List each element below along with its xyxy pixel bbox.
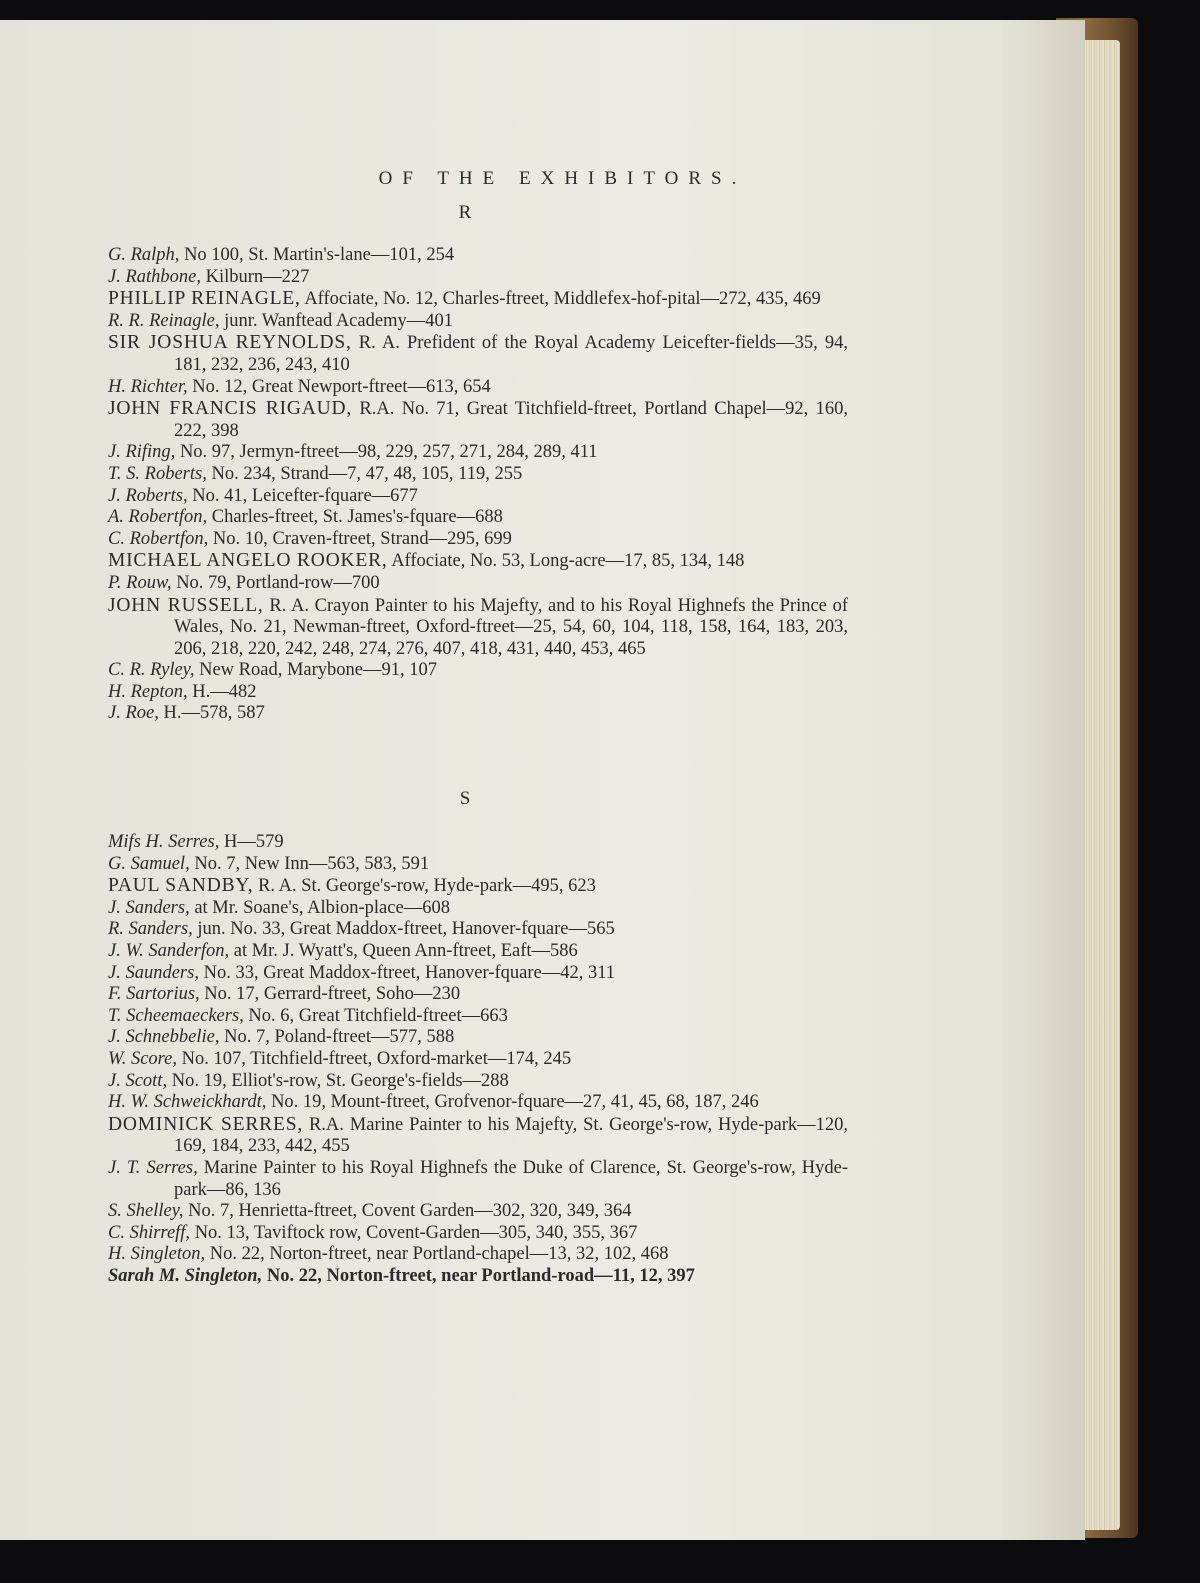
- exhibitor-entry: [108, 1244, 848, 1266]
- exhibitor-details: R. A. Crayon Painter to his Majefty, and to his Royal Highnefs the Prince of Wales, No. 21, Newman-ftreet, Oxford-ftreet—25, 54, 60, 104, 118, 158, 164, 183, 203, 206, 218, 220, 242, 248, 274, 276, 407, 418, 431, 440, 453, 465: [174, 595, 849, 659]
- exhibitor-details: Affociate, No. 53, Long-acre—17, 85, 134, 148: [391, 551, 745, 572]
- exhibitor-name: Mifs H. Serres,: [108, 832, 220, 852]
- exhibitor-entry: [108, 377, 848, 399]
- exhibitor-entry: [108, 919, 848, 941]
- exhibitor-name: G. Ralph,: [108, 245, 180, 265]
- exhibitor-name: J. Scott,: [108, 1070, 168, 1091]
- exhibitor-name: T. Scheemaeckers,: [108, 1005, 244, 1026]
- exhibitor-name-caps: PAUL SANDBY,: [108, 875, 254, 897]
- exhibitor-details: jun. No. 33, Great Maddox-ftreet, Hanover-fquare—565: [197, 919, 615, 940]
- exhibitor-details: junr. Wanftead Academy—401: [224, 310, 453, 331]
- running-head: OF THE EXHIBITORS.: [378, 168, 747, 189]
- exhibitor-entry: [108, 984, 848, 1006]
- exhibitor-details: No. 41, Leicefter-fquare—677: [192, 485, 418, 506]
- exhibitor-entry: [108, 1114, 848, 1158]
- exhibitor-details: No. 33, Great Maddox-ftreet, Hanover-fquare—42, 311: [203, 962, 616, 983]
- exhibitor-name: Sarah M. Singleton,: [108, 1265, 263, 1286]
- exhibitor-entry: [108, 398, 848, 442]
- section-letter-s: S: [459, 788, 471, 809]
- exhibitor-name: S. Shelley,: [108, 1201, 184, 1222]
- exhibitor-entry: [108, 507, 848, 529]
- exhibitor-entry: [108, 245, 848, 267]
- section-s-entries: [108, 832, 848, 1287]
- exhibitor-name: R. R. Reinagle,: [108, 310, 220, 331]
- exhibitor-details: Marine Painter to his Royal Highnefs the Duke of Clarence, St. George's-row, Hyde-park—86, 136: [174, 1157, 848, 1200]
- exhibitor-details: R.A. No. 71, Great Titchfield-ftreet, Portland Chapel—92, 160, 222, 398: [174, 399, 849, 441]
- exhibitor-details: R. A. Prefident of the Royal Academy Leicefter-fields—35, 94, 181, 232, 236, 243, 410: [174, 333, 848, 375]
- exhibitor-name: C. Shirreff,: [108, 1222, 191, 1243]
- exhibitor-name: J. Saunders,: [108, 962, 199, 983]
- exhibitor-entry: [108, 595, 848, 661]
- exhibitor-entry: [108, 573, 848, 595]
- exhibitor-entry: [108, 464, 848, 486]
- exhibitor-name: H. Richter,: [108, 376, 188, 397]
- exhibitor-details: No. 234, Strand—7, 47, 48, 105, 119, 255: [211, 463, 523, 484]
- exhibitor-name: C. Robertfon,: [108, 528, 209, 549]
- exhibitor-entry: [108, 898, 848, 920]
- exhibitor-name-caps: DOMINICK SERRES,: [108, 1113, 304, 1135]
- exhibitor-details: H.—482: [192, 681, 257, 702]
- exhibitor-details: No. 22, Norton-ftreet, near Portland-chapel—13, 32, 102, 468: [209, 1244, 669, 1265]
- exhibitor-entry: [108, 332, 848, 376]
- exhibitor-details: No. 6, Great Titchfield-ftreet—663: [248, 1005, 508, 1026]
- exhibitor-entry: [108, 660, 848, 682]
- exhibitor-entry: [108, 1158, 848, 1201]
- exhibitor-entry: [108, 288, 848, 311]
- exhibitor-name: P. Rouw,: [108, 572, 172, 593]
- exhibitor-name: J. W. Sanderfon,: [108, 940, 230, 961]
- exhibitor-name-caps: JOHN RUSSELL,: [108, 594, 264, 616]
- exhibitor-details: No. 12, Great Newport-ftreet—613, 654: [192, 376, 491, 397]
- exhibitor-name: F. Sartorius,: [108, 984, 200, 1005]
- exhibitor-details: No. 19, Elliot's-row, St. George's-fields—288: [171, 1070, 509, 1091]
- exhibitor-name-caps: MICHAEL ANGELO ROOKER,: [108, 550, 388, 572]
- exhibitor-entry: [108, 682, 848, 704]
- exhibitor-details: No. 13, Taviftock row, Covent-Garden—305, 340, 355, 367: [194, 1222, 638, 1243]
- exhibitor-details: No. 7, New Inn—563, 583, 591: [194, 853, 430, 874]
- exhibitor-entry: [108, 1201, 848, 1223]
- exhibitor-name: J. Roberts,: [108, 485, 188, 506]
- exhibitor-entry: [108, 854, 848, 876]
- exhibitor-name-caps: PHILLIP REINAGLE,: [108, 288, 301, 310]
- exhibitor-details: No. 22, Norton-ftreet, near Portland-road—11, 12, 397: [266, 1265, 695, 1286]
- exhibitor-entry: [108, 1266, 848, 1288]
- exhibitor-name: J. Sanders,: [108, 897, 190, 918]
- exhibitor-details: Kilburn—227: [205, 266, 310, 287]
- exhibitor-name: W. Score,: [108, 1048, 178, 1069]
- exhibitor-name: R. Sanders,: [108, 919, 193, 940]
- exhibitor-details: R.A. Marine Painter to his Majefty, St. George's-row, Hyde-park—120, 169, 184, 233, 442, 455: [174, 1114, 848, 1157]
- exhibitor-details: No. 10, Craven-ftreet, Strand—295, 699: [212, 528, 512, 549]
- exhibitor-name: H. Singleton,: [108, 1244, 206, 1265]
- exhibitor-details: No. 97, Jermyn-ftreet—98, 229, 257, 271, 284, 289, 411: [179, 442, 598, 463]
- exhibitor-details: Affociate, No. 12, Charles-ftreet, Middlefex-hof-pital—272, 435, 469: [304, 289, 821, 310]
- exhibitor-entry: [108, 1027, 848, 1049]
- exhibitor-entry: [108, 311, 848, 333]
- exhibitor-details: No. 107, Titchfield-ftreet, Oxford-market—174, 245: [181, 1048, 572, 1069]
- exhibitor-details: No. 79, Portland-row—700: [176, 572, 380, 593]
- exhibitor-name: J. Rathbone,: [108, 266, 201, 287]
- exhibitor-entry: [108, 941, 848, 963]
- exhibitor-entry: [108, 486, 848, 508]
- section-r-entries: [108, 245, 848, 725]
- exhibitor-name: J. T. Serres,: [108, 1157, 198, 1178]
- exhibitor-details: H—579: [223, 832, 284, 852]
- exhibitor-entry: [108, 1092, 848, 1114]
- exhibitor-entry: [108, 703, 848, 725]
- exhibitor-details: at Mr. Soane's, Albion-place—608: [194, 897, 450, 918]
- exhibitor-name: T. S. Roberts,: [108, 463, 207, 484]
- exhibitor-entry: [108, 442, 848, 464]
- exhibitor-details: No. 7, Poland-ftreet—577, 588: [224, 1027, 455, 1048]
- exhibitor-details: H.—578, 587: [163, 703, 265, 724]
- exhibitor-name: J. Schnebbelie,: [108, 1027, 220, 1048]
- exhibitor-entry: [108, 1223, 848, 1245]
- book-page: [0, 20, 1085, 1540]
- exhibitor-name: J. Roe,: [108, 703, 159, 724]
- exhibitor-entry: [108, 1071, 848, 1093]
- section-letter-r: R: [458, 202, 472, 223]
- exhibitor-entry: [108, 1006, 848, 1028]
- exhibitor-details: at Mr. J. Wyatt's, Queen Ann-ftreet, Eaft—586: [233, 940, 578, 961]
- exhibitor-entry: [108, 550, 848, 573]
- exhibitor-details: R. A. St. George's-row, Hyde-park—495, 623: [258, 876, 596, 897]
- exhibitor-entry: [108, 875, 848, 898]
- exhibitor-entry: [108, 963, 848, 985]
- exhibitor-name: J. Rifing,: [108, 442, 176, 463]
- exhibitor-name: H. W. Schweickhardt,: [108, 1092, 267, 1113]
- exhibitor-name: G. Samuel,: [108, 853, 190, 874]
- exhibitor-details: No. 7, Henrietta-ftreet, Covent Garden—302, 320, 349, 364: [188, 1201, 632, 1222]
- exhibitor-name: A. Robertfon,: [108, 507, 208, 528]
- exhibitor-details: Charles-ftreet, St. James's-fquare—688: [211, 507, 503, 528]
- exhibitor-entry: [108, 267, 848, 289]
- exhibitor-name: C. R. Ryley,: [108, 660, 195, 681]
- exhibitor-name-caps: JOHN FRANCIS RIGAUD,: [108, 398, 353, 420]
- exhibitor-entry: [108, 1049, 848, 1071]
- exhibitor-details: No. 17, Gerrard-ftreet, Soho—230: [204, 984, 461, 1005]
- exhibitor-details: No. 19, Mount-ftreet, Grofvenor-fquare—27, 41, 45, 68, 187, 246: [271, 1092, 759, 1113]
- exhibitor-name: H. Repton,: [108, 681, 188, 702]
- exhibitor-entry: [108, 832, 848, 854]
- exhibitor-entry: [108, 529, 848, 551]
- exhibitor-details: No 100, St. Martin's-lane—101, 254: [184, 245, 455, 265]
- exhibitor-name-caps: SIR JOSHUA REYNOLDS,: [108, 332, 352, 354]
- exhibitor-details: New Road, Marybone—91, 107: [199, 660, 437, 681]
